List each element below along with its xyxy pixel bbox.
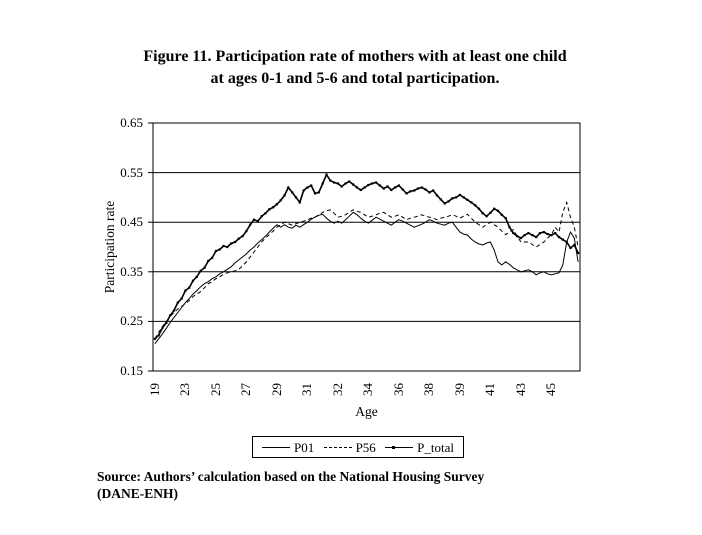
- x-tick-label: 19: [146, 383, 162, 396]
- series-marker: [451, 197, 453, 199]
- series-marker: [203, 267, 205, 269]
- series-marker: [554, 232, 556, 234]
- series-marker: [181, 298, 183, 300]
- series-marker: [245, 230, 247, 232]
- series-marker: [573, 244, 575, 246]
- series-marker: [459, 194, 461, 196]
- marker-line-sample-icon: [385, 447, 413, 448]
- source-note: [97, 468, 597, 502]
- series-marker: [527, 232, 529, 234]
- series-marker: [196, 276, 198, 278]
- series-marker: [276, 203, 278, 205]
- series-marker: [489, 212, 491, 214]
- series-marker: [272, 206, 274, 208]
- x-tick-label: 29: [268, 383, 284, 396]
- plot-border: [153, 123, 580, 371]
- series-marker: [253, 219, 255, 221]
- series-marker: [386, 185, 388, 187]
- series-marker: [177, 302, 179, 304]
- x-tick-label: 39: [451, 383, 467, 396]
- series-marker: [383, 187, 385, 189]
- series-marker: [329, 179, 331, 181]
- figure-title-line2: at ages 0-1 and 5-6 and total participation.: [210, 70, 500, 87]
- series-marker: [173, 309, 175, 311]
- series-marker: [425, 188, 427, 190]
- series-marker: [211, 257, 213, 259]
- series-marker: [535, 236, 537, 238]
- series-marker: [226, 246, 228, 248]
- series-marker: [192, 280, 194, 282]
- x-tick-label: 23: [177, 383, 193, 396]
- source-line1: Source: Authors’ calculation based on the National Housing Survey: [97, 469, 485, 484]
- legend-entry-ptotal: [385, 441, 454, 454]
- source-line2: (DANE-ENH): [97, 486, 178, 501]
- series-marker: [447, 200, 449, 202]
- series-marker: [364, 186, 366, 188]
- x-tick-label: 25: [207, 383, 223, 396]
- series-marker: [341, 185, 343, 187]
- series-marker: [230, 242, 232, 244]
- legend-entry-p56: [324, 441, 376, 454]
- series-marker: [249, 224, 251, 226]
- x-tick-label: 31: [299, 383, 315, 396]
- legend-entry-p01: [262, 441, 314, 454]
- y-tick-label: 0.65: [120, 115, 143, 130]
- series-marker: [360, 189, 362, 191]
- series-P01: [155, 212, 578, 343]
- series-marker: [257, 220, 259, 222]
- series-marker: [409, 190, 411, 192]
- series-marker: [478, 208, 480, 210]
- series-marker: [306, 186, 308, 188]
- series-marker: [524, 234, 526, 236]
- series-marker: [268, 208, 270, 210]
- series-marker: [161, 327, 163, 329]
- series-marker: [299, 201, 301, 203]
- series-marker: [405, 192, 407, 194]
- series-marker: [344, 182, 346, 184]
- x-axis-title: Age: [355, 404, 378, 419]
- series-marker: [547, 233, 549, 235]
- series-marker: [474, 204, 476, 206]
- series-marker: [184, 290, 186, 292]
- x-tick-label: 45: [543, 383, 559, 396]
- series-marker: [165, 322, 167, 324]
- series-marker: [417, 187, 419, 189]
- series-marker: [367, 184, 369, 186]
- series-marker: [261, 215, 263, 217]
- series-marker: [348, 180, 350, 182]
- x-tick-label: 36: [390, 383, 406, 396]
- series-marker: [402, 188, 404, 190]
- series-marker: [287, 186, 289, 188]
- y-axis-title: Participation rate: [102, 200, 117, 294]
- series-marker: [569, 247, 571, 249]
- series-marker: [482, 212, 484, 214]
- solid-line-sample-icon: [262, 447, 290, 448]
- x-tick-label: 41: [482, 383, 498, 396]
- dashed-line-sample-icon: [324, 447, 352, 448]
- x-tick-label: 38: [421, 383, 437, 396]
- figure-title-line1: Figure 11. Participation rate of mothers with at least one child: [143, 48, 567, 65]
- series-marker: [242, 235, 244, 237]
- series-marker: [200, 270, 202, 272]
- series-marker: [295, 196, 297, 198]
- series-marker: [497, 210, 499, 212]
- y-tick-label: 0.35: [120, 263, 143, 279]
- figure-title: [70, 46, 640, 90]
- x-tick-label: 27: [238, 383, 254, 396]
- y-axis-tick-labels: [0, 115, 143, 378]
- x-axis-tick-labels: [146, 374, 580, 404]
- series-marker: [303, 189, 305, 191]
- series-marker: [215, 250, 217, 252]
- series-marker: [486, 215, 488, 217]
- series-marker: [505, 217, 507, 219]
- series-marker: [543, 231, 545, 233]
- series-marker: [444, 202, 446, 204]
- series-marker: [356, 186, 358, 188]
- plot-area: [147, 123, 580, 371]
- series-marker: [432, 189, 434, 191]
- series-marker: [333, 181, 335, 183]
- series-marker: [390, 189, 392, 191]
- series-marker: [558, 236, 560, 238]
- series-marker: [375, 181, 377, 183]
- series-marker: [413, 189, 415, 191]
- series-P_total: [155, 175, 578, 339]
- series-marker: [550, 234, 552, 236]
- series-marker: [440, 198, 442, 200]
- series-marker: [219, 248, 221, 250]
- series-marker: [188, 287, 190, 289]
- series-P56: [155, 202, 578, 338]
- legend-label-p56: P56: [355, 439, 376, 455]
- series-marker: [352, 183, 354, 185]
- series-marker: [291, 191, 293, 193]
- series-marker: [280, 199, 282, 201]
- series-marker: [238, 238, 240, 240]
- y-tick-label: 0.15: [120, 363, 143, 378]
- series-marker: [539, 232, 541, 234]
- series-marker: [169, 314, 171, 316]
- series-marker: [428, 191, 430, 193]
- series-marker: [421, 186, 423, 188]
- series-marker: [512, 232, 514, 234]
- series-marker: [325, 174, 327, 176]
- x-tick-label: 34: [360, 383, 376, 396]
- series-marker: [314, 192, 316, 194]
- legend-label-ptotal: P_total: [417, 439, 454, 455]
- series-marker: [394, 186, 396, 188]
- chart-legend: [252, 436, 464, 458]
- x-tick-label: 43: [512, 383, 528, 396]
- series-marker: [318, 191, 320, 193]
- series-marker: [455, 196, 457, 198]
- line-chart: [147, 123, 580, 371]
- y-tick-label: 0.55: [120, 164, 143, 180]
- series-marker: [562, 239, 564, 241]
- series-marker: [516, 235, 518, 237]
- series-marker: [531, 234, 533, 236]
- series-marker: [463, 196, 465, 198]
- y-tick-label: 0.25: [120, 313, 143, 329]
- series-marker: [154, 338, 156, 340]
- y-tick-label: 0.45: [120, 214, 143, 230]
- series-marker: [577, 252, 579, 254]
- series-marker: [501, 214, 503, 216]
- series-marker: [470, 201, 472, 203]
- series-marker: [493, 208, 495, 210]
- series-marker: [322, 182, 324, 184]
- series-marker: [158, 334, 160, 336]
- series-marker: [207, 260, 209, 262]
- series-marker: [310, 184, 312, 186]
- series-marker: [379, 184, 381, 186]
- series-marker: [283, 194, 285, 196]
- series-marker: [508, 226, 510, 228]
- series-marker: [566, 241, 568, 243]
- series-marker: [337, 182, 339, 184]
- series-marker: [234, 241, 236, 243]
- series-marker: [371, 182, 373, 184]
- series-marker: [436, 194, 438, 196]
- series-marker: [264, 212, 266, 214]
- series-marker: [222, 245, 224, 247]
- legend-label-p01: P01: [294, 439, 315, 455]
- series-marker: [398, 184, 400, 186]
- series-marker: [466, 199, 468, 201]
- x-tick-label: 32: [329, 383, 345, 396]
- series-marker: [520, 237, 522, 239]
